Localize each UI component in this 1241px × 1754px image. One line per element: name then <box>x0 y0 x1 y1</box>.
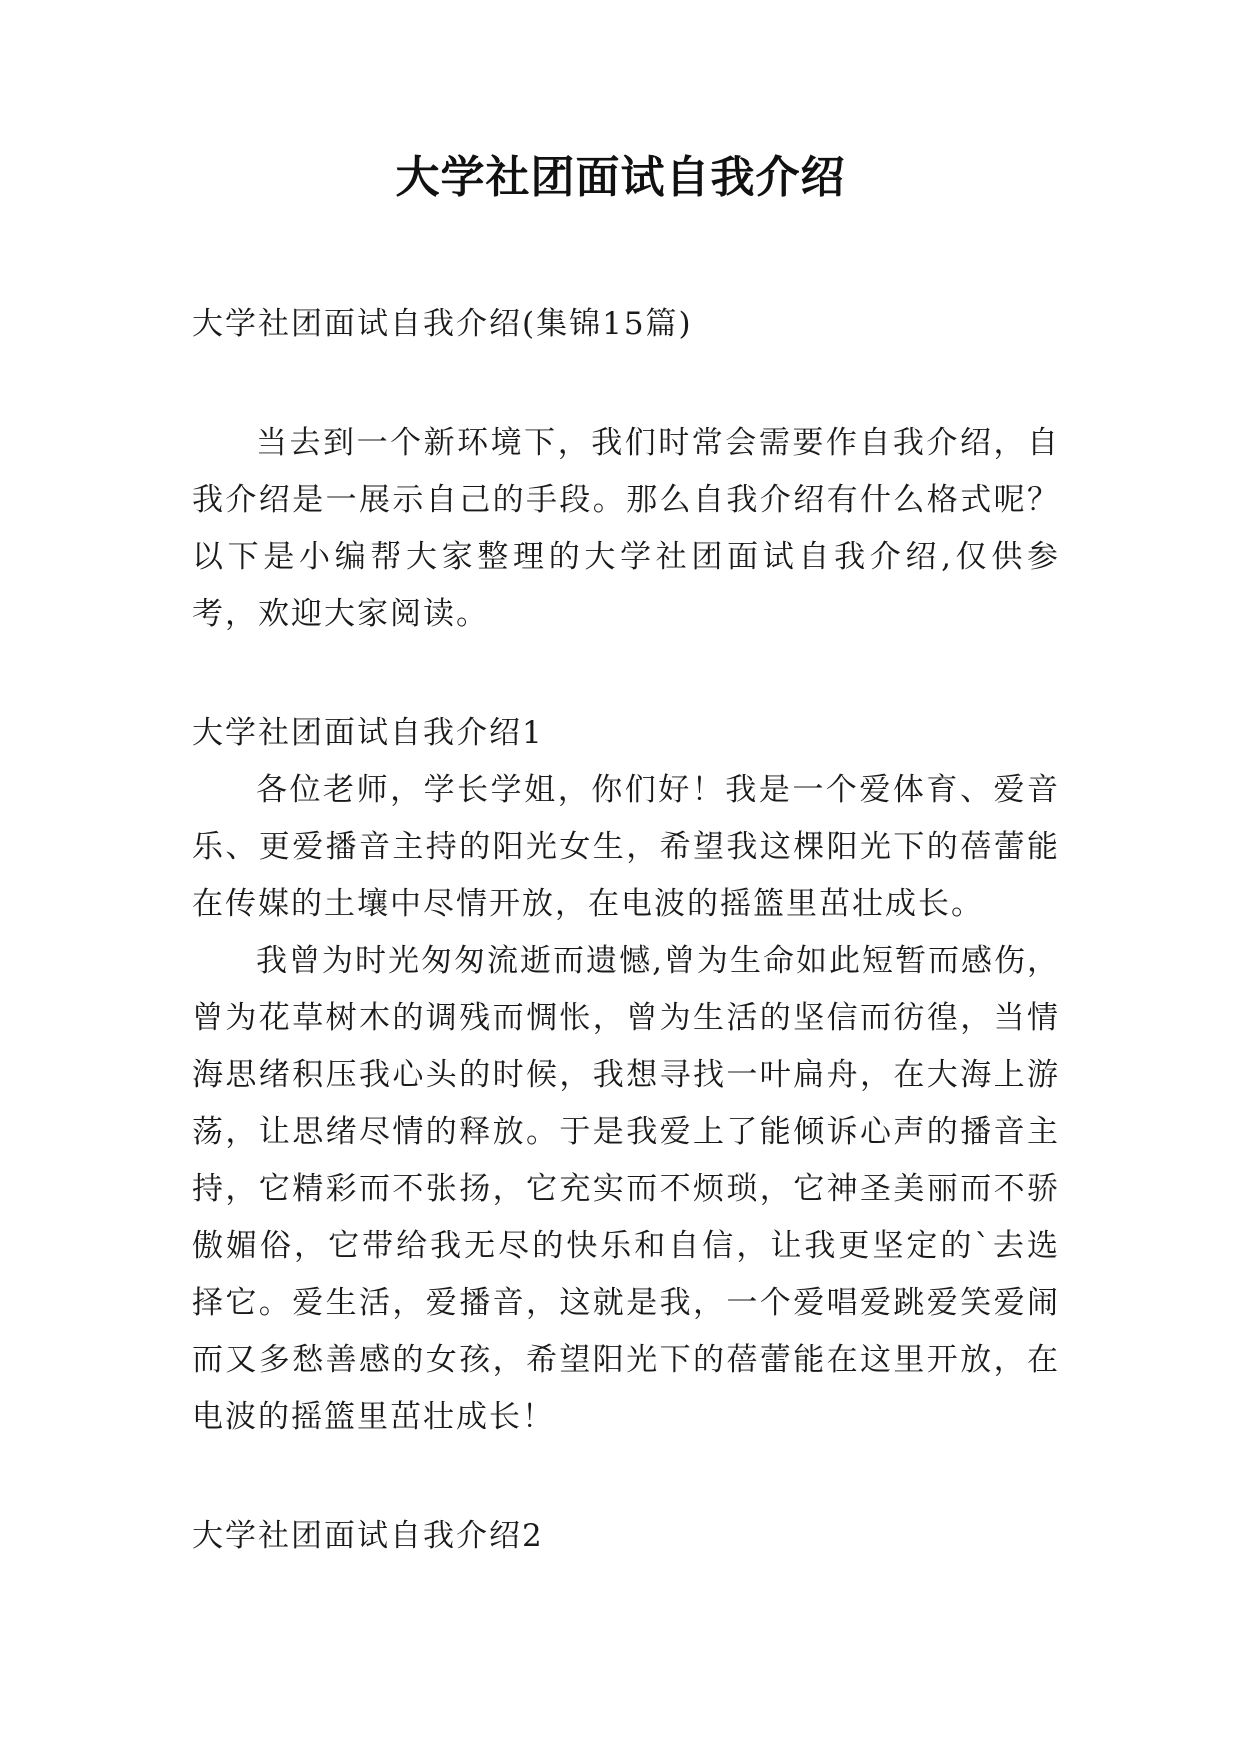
spacer <box>192 643 1060 705</box>
document-subtitle: 大学社团面试自我介绍(集锦15篇) <box>192 306 693 342</box>
section-heading: 大学社团面试自我介绍1 <box>192 715 544 751</box>
section-heading: 大学社团面试自我介绍2 <box>192 1518 544 1554</box>
spacer <box>192 353 1060 415</box>
spacer <box>192 1446 1060 1508</box>
section-paragraph: 各位老师，学长学姐，你们好！我是一个爱体育、爱音乐、更爱播音主持的阳光女生，希望我这棵阳光下的蓓蕾能在传媒的土壤中尽情开放，在电波的摇篮里茁壮成长。 <box>192 772 1060 922</box>
section-paragraph: 我曾为时光匆匆流逝而遗憾,曾为生命如此短暂而感伤，曾为花草树木的调残而惆怅，曾为生活的坚信而彷徨，当情海思绪积压我心头的时候，我想寻找一叶扁舟，在大海上游荡，让思绪尽情的释放。于是我爱上了能倾诉心声的播音主持，它精彩而不张扬，它充实而不烦琐，它神圣美丽而不骄傲媚俗，它带给我无尽的快乐和自信，让我更坚定的`去选择它。爱生活，爱播音，这就是我，一个爱唱爱跳爱笑爱闹而又多愁善感的女孩，希望阳光下的蓓蕾能在这里开放，在电波的摇篮里茁壮成长！ <box>192 943 1060 1435</box>
document-title: 大学社团面试自我介绍 <box>395 152 846 203</box>
document-body <box>192 296 1060 1565</box>
intro-paragraph: 当去到一个新环境下，我们时常会需要作自我介绍，自我介绍是一展示自己的手段。那么自我介绍有什么格式呢？以下是小编帮大家整理的大学社团面试自我介绍,仅供参考，欢迎大家阅读。 <box>192 425 1060 632</box>
